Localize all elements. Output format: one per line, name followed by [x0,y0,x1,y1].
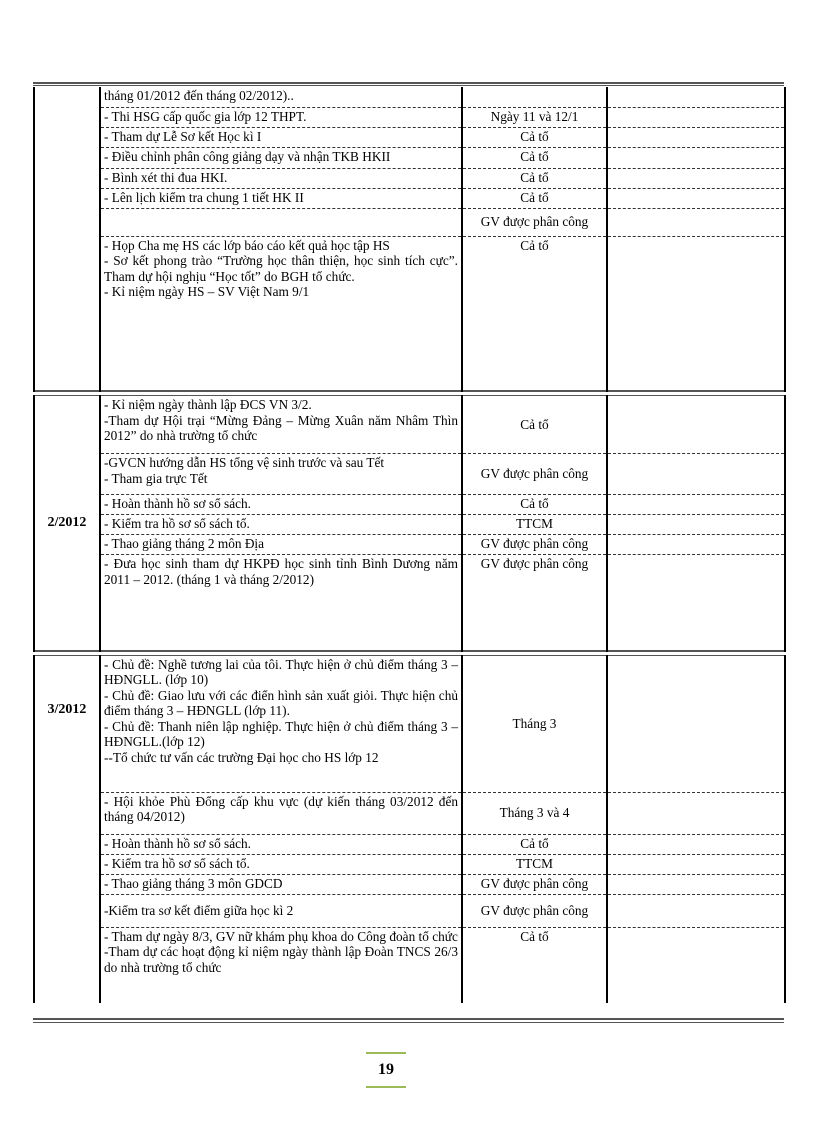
table-row [34,655,785,792]
table-row [34,894,785,927]
note-cell [607,874,785,894]
month-cell: 3/2012 [34,655,100,1003]
note-cell [607,555,785,651]
table-row [34,495,785,515]
responsible-cell: Cả tổ [462,236,607,391]
responsible-cell: GV được phân công [462,208,607,236]
table-row [34,188,785,208]
activity-cell: - Đưa học sinh tham dự HKPĐ học sinh tỉnh Bình Dương năm 2011 – 2012. (tháng 1 và tháng 2/2012) [100,555,462,651]
header-rule [33,82,784,84]
table-row [34,208,785,236]
activity-cell: - Họp Cha mẹ HS các lớp báo cáo kết quả học tập HS - Sơ kết phong trào “Trường học thân thiện, học sinh tích cực”. Tham dự hội nghịu “Học tốt” do BGH tổ chức. - Kỉ niệm ngày HS – SV Việt Nam 9/1 [100,236,462,391]
footer-rule-inner [33,1022,784,1023]
note-cell [607,854,785,874]
note-cell [607,495,785,515]
responsible-cell: Cả tổ [462,495,607,515]
table-row [34,87,785,107]
note-cell [607,236,785,391]
responsible-cell: GV được phân công [462,454,607,495]
note-cell [607,396,785,454]
footer-rule [33,1018,784,1020]
header-rule-inner [33,85,784,86]
activity-cell: tháng 01/2012 đến tháng 02/2012).. [100,87,462,107]
responsible-cell: TTCM [462,854,607,874]
activity-cell: - Hoàn thành hồ sơ sổ sách. [100,834,462,854]
table-row [34,236,785,391]
note-cell [607,168,785,188]
table-row [34,555,785,651]
note-cell [607,188,785,208]
responsible-cell: Tháng 3 và 4 [462,792,607,834]
activity-cell: - Chủ đề: Nghề tương lai của tôi. Thực hiện ở chủ điểm tháng 3 – HĐNGLL. (lớp 10) - Chủ đề: Giao lưu với các điển hình sản xuất giỏi. Thực hiện chủ điểm tháng 3 – HĐNGLL (lớp 11). - Chủ đề: Thanh niên lập nghiệp. Thực hiện ở chủ điểm tháng 3 – HĐNGLL.(lớp 12) --Tổ chức tư vấn các trường Đại học cho HS lớp 12 [100,655,462,792]
table-row [34,515,785,535]
activity-cell: - Lên lịch kiểm tra chung 1 tiết HK II [100,188,462,208]
note-cell [607,834,785,854]
table-row [34,874,785,894]
activity-cell: - Hội khỏe Phù Đổng cấp khu vực (dự kiến tháng 03/2012 đến tháng 04/2012) [100,792,462,834]
responsible-cell: Ngày 11 và 12/1 [462,107,607,127]
table-row [34,792,785,834]
table-row [34,535,785,555]
table-row [34,107,785,127]
note-cell [607,927,785,1003]
table-row [34,147,785,168]
note-cell [607,792,785,834]
responsible-cell [462,87,607,107]
activity-cell: -GVCN hướng dẫn HS tổng vệ sinh trước và sau Tết - Tham gia trực Tết [100,454,462,495]
activity-cell: - Kiểm tra hồ sơ sổ sách tổ. [100,515,462,535]
month-cell: 2/2012 [34,396,100,651]
table-row [34,168,785,188]
activity-cell: - Thao giảng tháng 3 môn GDCD [100,874,462,894]
note-cell [607,535,785,555]
note-cell [607,87,785,107]
plan-table [33,87,786,1003]
responsible-cell: Cả tổ [462,188,607,208]
note-cell [607,208,785,236]
note-cell [607,655,785,792]
table-row [34,396,785,454]
table-row [34,834,785,854]
note-cell [607,107,785,127]
responsible-cell: Cả tổ [462,927,607,1003]
activity-cell: - Kiểm tra hồ sơ sổ sách tổ. [100,854,462,874]
activity-cell: - Kỉ niệm ngày thành lập ĐCS VN 3/2. -Tham dự Hội trại “Mừng Đảng – Mừng Xuân năm Nhâm Thìn 2012” do nhà trường tổ chức [100,396,462,454]
responsible-cell: GV được phân công [462,535,607,555]
note-cell [607,147,785,168]
activity-cell: - Thi HSG cấp quốc gia lớp 12 THPT. [100,107,462,127]
responsible-cell: Cả tổ [462,168,607,188]
activity-cell: - Bình xét thi đua HKI. [100,168,462,188]
activity-cell: - Tham dự Lễ Sơ kết Học kì I [100,127,462,147]
table-row [34,927,785,1003]
activity-cell: - Thao giảng tháng 2 môn Địa [100,535,462,555]
activity-cell: -Kiểm tra sơ kết điểm giữa học kì 2 [100,894,462,927]
activity-cell: - Hoàn thành hồ sơ sổ sách. [100,495,462,515]
month-cell [34,87,100,391]
activity-cell: - Tham dự ngày 8/3, GV nữ khám phụ khoa do Công đoàn tổ chức -Tham dự các hoạt động kỉ niệm ngày thành lập Đoàn TNCS 26/3 do nhà trường tổ chức [100,927,462,1003]
responsible-cell: Cả tổ [462,834,607,854]
responsible-cell: TTCM [462,515,607,535]
note-cell [607,127,785,147]
responsible-cell: Cả tổ [462,147,607,168]
responsible-cell: Cả tổ [462,396,607,454]
activity-cell [100,208,462,236]
responsible-cell: GV được phân công [462,894,607,927]
responsible-cell: Tháng 3 [462,655,607,792]
table-row [34,854,785,874]
table-row [34,454,785,495]
activity-cell: - Điều chỉnh phân công giảng dạy và nhận TKB HKII [100,147,462,168]
page-number: 19 [366,1052,406,1088]
note-cell [607,894,785,927]
responsible-cell: GV được phân công [462,555,607,651]
table-row [34,127,785,147]
responsible-cell: Cả tổ [462,127,607,147]
note-cell [607,454,785,495]
responsible-cell: GV được phân công [462,874,607,894]
note-cell [607,515,785,535]
